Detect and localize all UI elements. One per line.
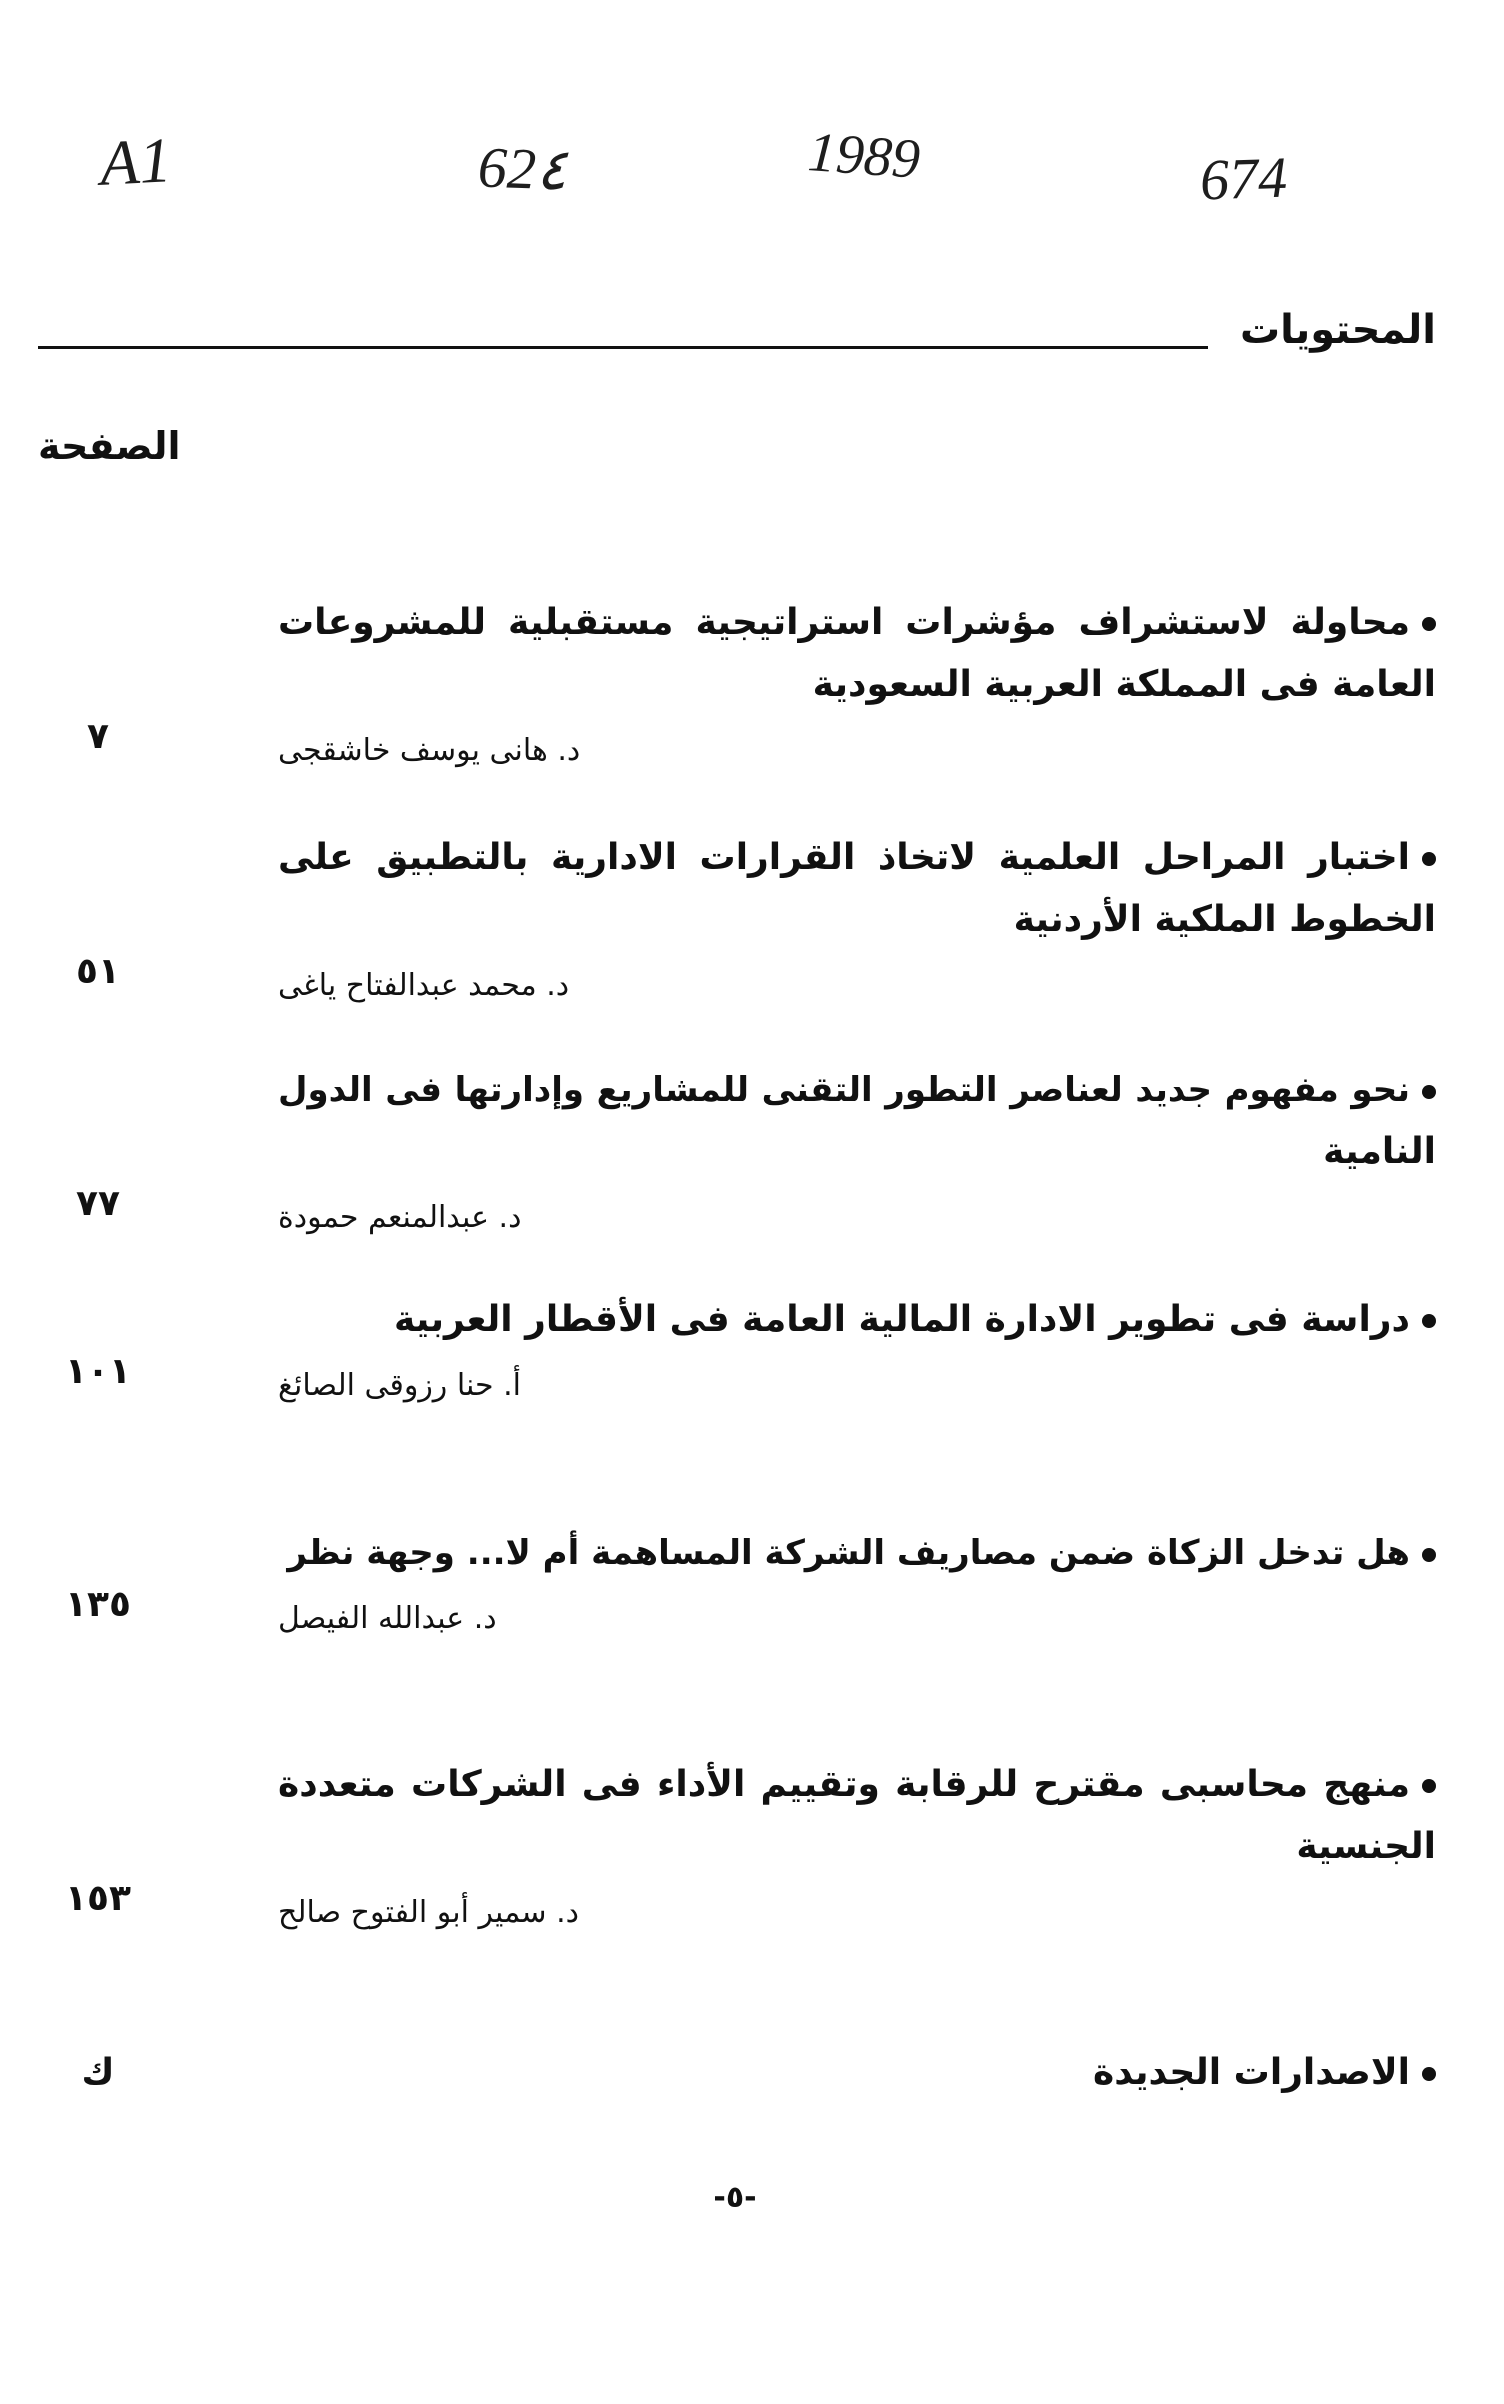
- entry-title-line: اختبار المراحل العلمية لاتخاذ القرارات الادارية بالتطبيق على: [278, 827, 1436, 889]
- entry-author: د. عبدالمنعم حمودة: [278, 1200, 522, 1235]
- bullet-icon: [1422, 1314, 1436, 1328]
- entry-page-number: ٧: [87, 716, 109, 757]
- bullet-icon: [1422, 1085, 1436, 1099]
- entry-author: د. سمير أبو الفتوح صالح: [278, 1895, 579, 1930]
- entry-title-line: نحو مفهوم جديد لعناصر التطور التقنى للمشاريع وإدارتها فى الدول: [278, 1059, 1436, 1121]
- entry-title-line: هل تدخل الزكاة ضمن مصاريف الشركة المساهمة أم لا... وجهة نظر: [278, 1522, 1436, 1584]
- entry-author: د. محمد عبدالفتاح ياغى: [278, 968, 570, 1003]
- entry-author: د. عبدالله الفيصل: [278, 1601, 497, 1636]
- entry-title-line: دراسة فى تطوير الادارة المالية العامة فى الأقطار العربية: [278, 1289, 1436, 1351]
- toc-entry: [38, 1059, 1436, 1240]
- entry-page-number: ٥١: [76, 951, 120, 992]
- entry-title-line: الخطوط الملكية الأردنية: [1013, 899, 1436, 940]
- toc-entry: [38, 1522, 1436, 1641]
- bullet-icon: [1422, 1779, 1436, 1793]
- handwritten-note: 62٤: [476, 134, 569, 203]
- toc-entry: [38, 1754, 1436, 1935]
- handwritten-note: 674: [1198, 144, 1289, 213]
- heading-rule: [38, 346, 1208, 349]
- toc-entry: [38, 2042, 1436, 2104]
- entry-title-line: النامية: [1323, 1131, 1436, 1172]
- contents-heading: المحتويات: [1239, 307, 1436, 353]
- bullet-icon: [1422, 617, 1436, 631]
- page-column-label: الصفحة: [38, 424, 181, 468]
- entry-author: أ. حنا رزوقى الصائغ: [278, 1368, 521, 1403]
- page-footer-number: -٥-: [713, 2180, 757, 2215]
- entry-title-line: محاولة لاستشراف مؤشرات استراتيجية مستقبلية للمشروعات: [278, 592, 1436, 654]
- toc-entry: [38, 1289, 1436, 1408]
- entry-page-number: ١٣٥: [65, 1584, 131, 1625]
- toc-entry: [38, 592, 1436, 773]
- entry-page-number: ١٥٣: [65, 1878, 131, 1919]
- bullet-icon: [1422, 852, 1436, 866]
- entry-page-number: ٧٧: [76, 1183, 120, 1224]
- entry-author: د. هانى يوسف خاشقجى: [278, 733, 581, 768]
- bullet-icon: [1422, 1548, 1436, 1562]
- entry-title-line: منهج محاسبى مقترح للرقابة وتقييم الأداء فى الشركات متعددة: [278, 1754, 1436, 1816]
- entry-title-line: الجنسية: [1296, 1826, 1436, 1867]
- entry-title-line: العامة فى المملكة العربية السعودية: [812, 664, 1436, 705]
- handwritten-note: A1: [98, 124, 173, 199]
- toc-entry: [38, 827, 1436, 1008]
- bullet-icon: [1422, 2067, 1436, 2081]
- handwritten-note: 1989: [805, 121, 923, 191]
- entry-page-number: ١٠١: [65, 1351, 131, 1392]
- entry-title-line: الاصدارات الجديدة: [278, 2042, 1436, 2104]
- entry-page-number: ك: [81, 2052, 115, 2093]
